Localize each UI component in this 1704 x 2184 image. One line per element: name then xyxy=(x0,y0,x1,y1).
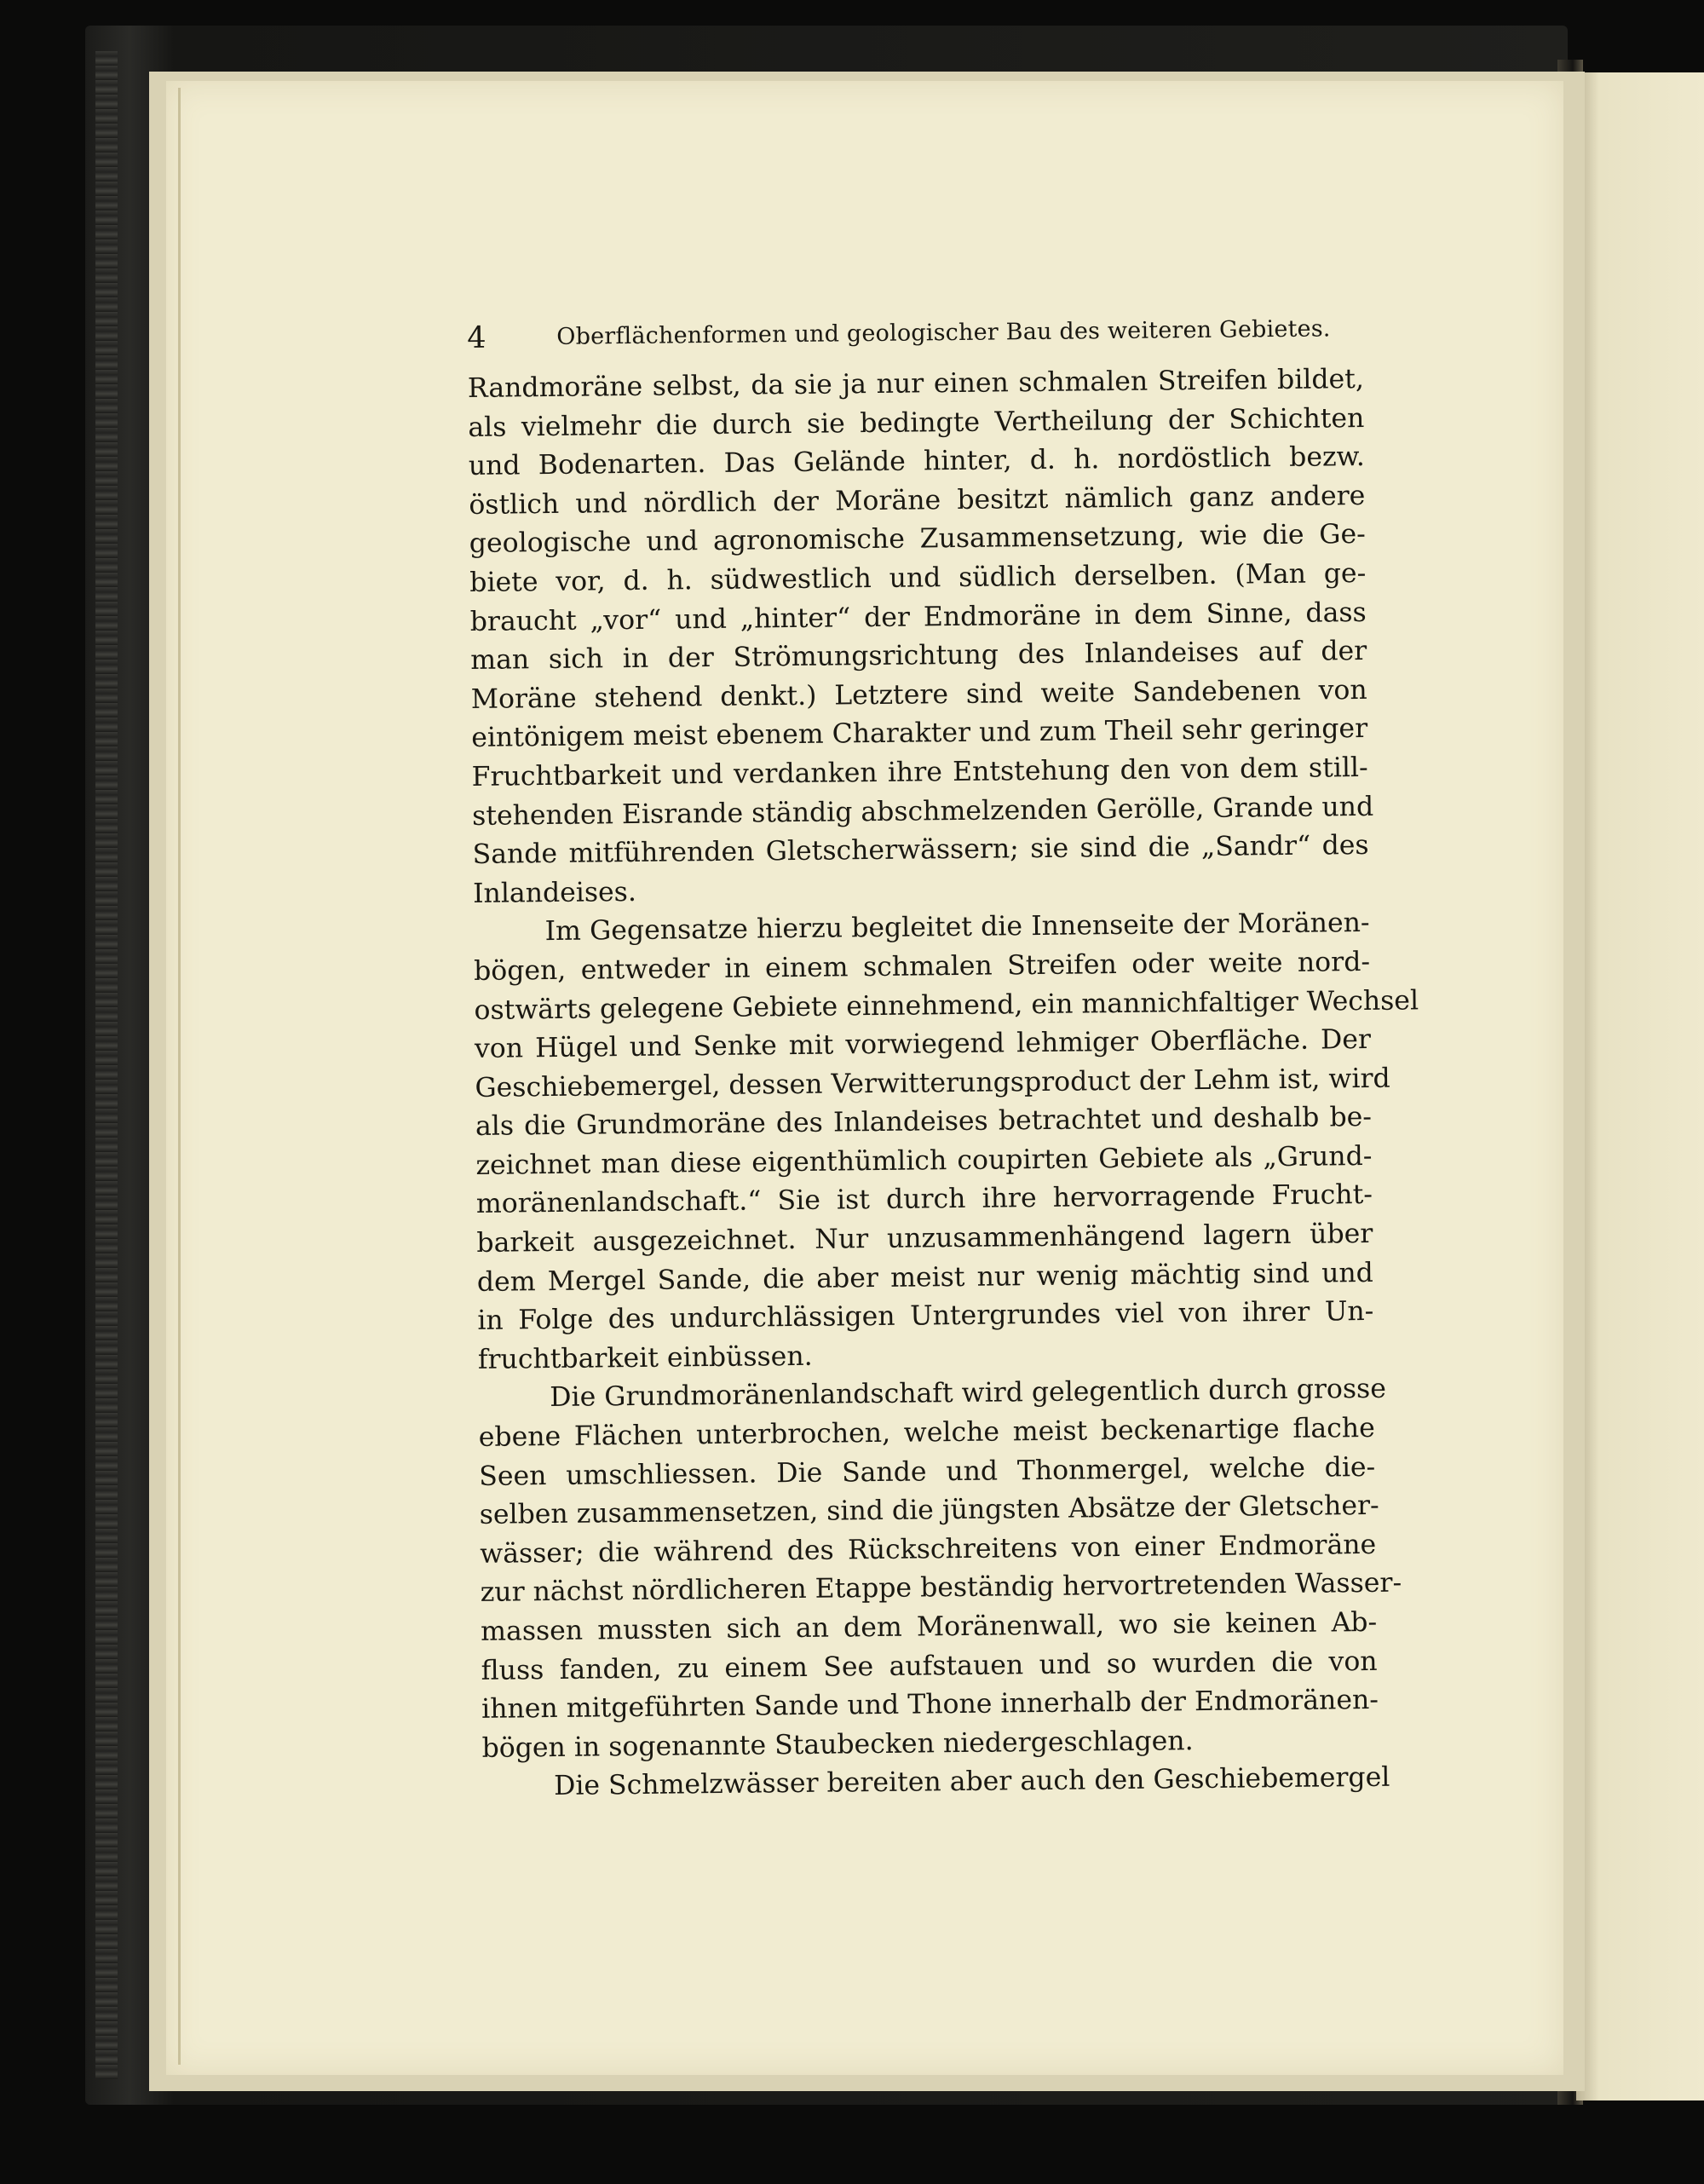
text-line: wässer; die während des Rückschreitens von einer Endmoräne xyxy=(480,1529,1377,1570)
text-line: Die Schmelzwässer bereiten aber auch den Geschiebemergel xyxy=(553,1762,1390,1802)
text-line: bögen in sogenannte Staubecken niedergeschlagen. xyxy=(481,1725,1194,1764)
text-line: in Folge des undurchlässigen Untergrundes viel von ihrer Un- xyxy=(477,1296,1374,1337)
text-line: massen mussten sich an dem Moränenwall, wo sie keinen Ab- xyxy=(481,1606,1378,1647)
text-line: eintönigem meist ebenem Charakter und zum Theil sehr geringer xyxy=(471,713,1368,754)
text-line: barkeit ausgezeichnet. Nur unzusammenhängend lagern über xyxy=(476,1218,1373,1259)
text-line: Geschiebemergel, dessen Verwitterungsproduct der Lehm ist, wird xyxy=(475,1063,1390,1104)
text-line: biete vor, d. h. südwestlich und südlich derselben. (Man ge- xyxy=(469,557,1367,598)
text-line: zeichnet man diese eigenthümlich coupirten Gebiete als „Grund- xyxy=(475,1140,1373,1181)
text-line: ihnen mitgeführten Sande und Thone innerhalb der Endmoränen- xyxy=(481,1685,1379,1726)
binding-spine-edge xyxy=(95,51,118,2079)
text-line: fruchtbarkeit einbüssen. xyxy=(477,1340,813,1375)
text-line: braucht „vor“ und „hinter“ der Endmoräne in dem Sinne, dass xyxy=(469,596,1367,637)
body-text xyxy=(467,360,1419,1807)
text-line: ostwärts gelegene Gebiete einnehmend, ein mannichfaltiger Wechsel xyxy=(474,984,1419,1026)
text-line: Seen umschliessen. Die Sande und Thonmergel, welche die- xyxy=(479,1451,1376,1492)
text-line: bögen, entweder in einem schmalen Streifen oder weite nord- xyxy=(473,946,1371,987)
text-line: von Hügel und Senke mit vorwiegend lehmiger Oberfläche. Der xyxy=(474,1024,1372,1065)
text-line: Sande mitführenden Gletscherwässern; sie sind die „Sandr“ des xyxy=(472,830,1369,871)
text-line: Randmoräne selbst, da sie ja nur einen schmalen Streifen bildet, xyxy=(467,363,1365,404)
text-line: östlich und nördlich der Moräne besitzt nämlich ganz andere xyxy=(469,480,1366,521)
text-line: zur nächst nördlicheren Etappe beständig hervortretenden Wasser- xyxy=(480,1568,1402,1609)
running-head-title: Oberflächenformen und geologischer Bau des weiteren Gebietes. xyxy=(556,315,1331,350)
text-line: als die Grundmoräne des Inlandeises betrachtet und deshalb be- xyxy=(475,1102,1373,1143)
text-line: ebene Flächen unterbrochen, welche meist beckenartige flache xyxy=(478,1412,1375,1453)
text-line: geologische und agronomische Zusammensetzung, wie die Ge- xyxy=(469,519,1366,560)
facing-page-edge xyxy=(1576,72,1704,2100)
text-line: Im Gegensatze hierzu begleitet die Innenseite der Moränen- xyxy=(544,908,1370,948)
text-line: und Bodenarten. Das Gelände hinter, d. h. nordöstlich bezw. xyxy=(468,441,1366,482)
text-line: Die Grundmoränenlandschaft wird gelegentlich durch grosse xyxy=(550,1374,1387,1414)
page-text-block xyxy=(467,304,1419,1807)
text-line: man sich in der Strömungsrichtung des Inlandeises auf der xyxy=(470,636,1367,677)
text-line: dem Mergel Sande, die aber meist nur wenig mächtig sind und xyxy=(476,1257,1374,1298)
text-line: Moräne stehend denkt.) Letztere sind weite Sandebenen von xyxy=(470,674,1367,715)
text-line: moränenlandschaft.“ Sie ist durch ihre hervorragende Frucht- xyxy=(475,1179,1373,1220)
text-line: selben zusammensetzen, sind die jüngsten Absätze der Gletscher- xyxy=(479,1490,1379,1531)
text-line: Inlandeises. xyxy=(472,876,637,909)
text-line: als vielmehr die durch sie bedingte Vertheilung der Schichten xyxy=(468,402,1365,443)
text-line: fluss fanden, zu einem See aufstauen und so wurden die von xyxy=(481,1645,1378,1686)
running-head xyxy=(467,304,1364,363)
text-line: Fruchtbarkeit und verdanken ihre Entstehung den von dem still- xyxy=(471,752,1368,792)
page-fold-line xyxy=(178,88,181,2065)
text-line: stehenden Eisrande ständig abschmelzenden Gerölle, Grande und xyxy=(471,791,1374,832)
page-number: 4 xyxy=(467,320,486,355)
